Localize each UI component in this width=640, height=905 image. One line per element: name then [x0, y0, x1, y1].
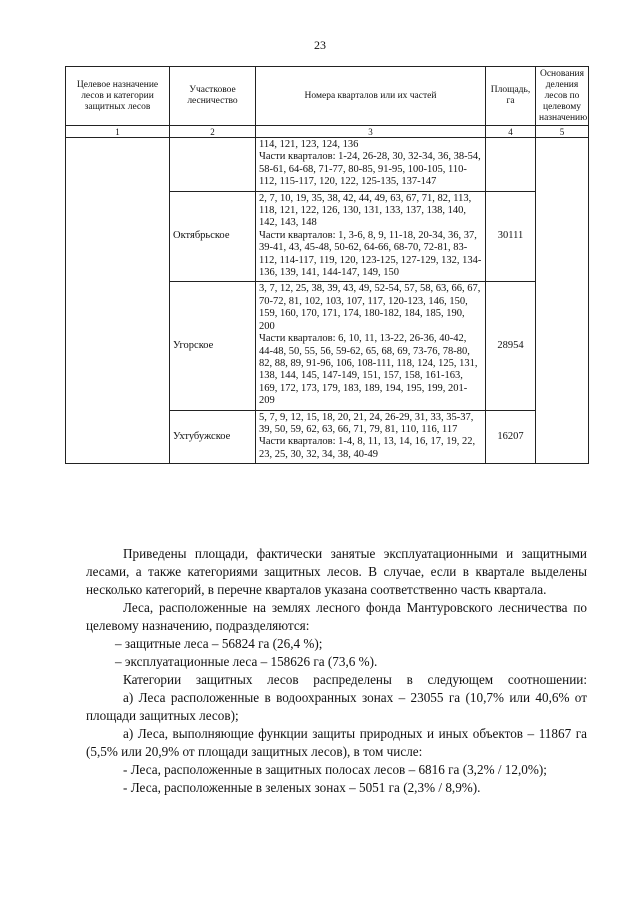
table-row	[66, 138, 589, 192]
district-cell: Угорское	[170, 282, 256, 410]
paragraph: - Леса, расположенные в зеленых зонах – 5051 га (2,3% / 8,9%).	[123, 780, 481, 795]
quarters-cell	[256, 282, 486, 410]
district-cell: Ухтубужское	[170, 410, 256, 464]
column-number: 4	[486, 126, 536, 138]
body-text	[86, 545, 587, 797]
paragraph: Приведены площади, фактически занятые эксплуатационными и защитными лесами, а также категориями защитных лесов. В случае, если в квартале выделены несколько категорий, в перечне кварталов указана соответственно часть квартала.	[86, 546, 587, 597]
district-cell	[170, 138, 256, 192]
table-header-row	[66, 67, 589, 126]
column-number: 2	[170, 126, 256, 138]
quarters-text: 114, 121, 123, 124, 136 Части кварталов: 1-24, 26-28, 30, 32-34, 36, 38-54, 58-61, 64-68, 71-77, 80-85, 91-95, 100-105, 110-112, 115-117, 120, 122, 125-135, 137-147	[259, 139, 481, 188]
district-cell: Октябрьское	[170, 191, 256, 282]
column-number: 1	[66, 126, 170, 138]
quarters-text: 3, 7, 12, 25, 38, 39, 43, 49, 52-54, 57, 58, 63, 66, 67, 70-72, 81, 102, 103, 107, 117, 120-123, 146, 150, 159, 160, 170, 171, 174, 180-182, 184, 185, 190, 200 Части кварталов: 6, 10, 11, 13-22, 26-36, 40-42, 44-48, 50, 55, 56, 59-62, 65, 68, 69, 73-76, 78-80, 82, 88, 89, 91-96, 106, 108-111, 118, 124, 125, 131, 138, 144, 145, 147-149, 151, 157, 158, 161-163, 169, 172, 173, 179, 183, 189, 194, 195, 199, 201-209	[259, 283, 481, 407]
area-cell: 28954	[486, 282, 536, 410]
quarters-text: 2, 7, 10, 19, 35, 38, 42, 44, 49, 63, 67, 71, 82, 113, 118, 121, 122, 126, 130, 131, 133, 137, 138, 140, 142, 143, 148 Части кварталов: 1, 3-6, 8, 9, 11-18, 20-34, 36, 37, 39-41, 43, 45-48, 50-62, 64-66, 68-70, 72-81, 83-112, 114-117, 119, 120, 123-125, 127-129, 132, 134-136, 139, 141, 144-147, 149, 150	[259, 192, 482, 279]
column-number-row	[66, 126, 589, 138]
quarters-cell	[256, 410, 486, 464]
area-cell: 30111	[486, 191, 536, 282]
paragraph: - Леса, расположенные в защитных полосах лесов – 6816 га (3,2% / 12,0%);	[123, 762, 547, 777]
header-district: Участковое лесничество	[170, 67, 256, 126]
column-number: 3	[256, 126, 486, 138]
quarters-cell	[256, 191, 486, 282]
quarters-cell	[256, 138, 486, 192]
forest-quarters-table	[65, 66, 589, 464]
header-purpose: Целевое назначение лесов и категории защитных лесов	[66, 67, 170, 126]
basis-cell	[536, 138, 589, 464]
quarters-text: 5, 7, 9, 12, 15, 18, 20, 21, 24, 26-29, 31, 33, 35-37, 39, 50, 59, 62, 63, 66, 71, 79, 81, 110, 116, 117 Части кварталов: 1-4, 8, 11, 13, 14, 16, 17, 19, 22, 23, 25, 30, 32, 34, 38, 40-49	[259, 411, 476, 460]
list-item: – эксплуатационные леса – 158626 га (73,6 %).	[115, 654, 378, 669]
header-area: Площадь, га	[486, 67, 536, 126]
purpose-cell	[66, 138, 170, 464]
paragraph: а) Леса расположенные в водоохранных зонах – 23055 га (10,7% или 40,6% от площади защитных лесов);	[86, 690, 587, 723]
column-number: 5	[536, 126, 589, 138]
paragraph: Категории защитных лесов распределены в следующем соотношении:	[123, 672, 587, 687]
header-quarters: Номера кварталов или их частей	[256, 67, 486, 126]
paragraph: Леса, расположенные на землях лесного фонда Мантуровского лесничества по целевому назначению, подразделяются:	[86, 600, 587, 633]
area-cell	[486, 138, 536, 192]
paragraph: а) Леса, выполняющие функции защиты природных и иных объектов – 11867 га (5,5% или 20,9% от площади защитных лесов), в том числе:	[86, 726, 587, 759]
header-basis: Основания деления лесов по целевому назначению	[536, 67, 589, 126]
area-cell: 16207	[486, 410, 536, 464]
list-item: – защитные леса – 56824 га (26,4 %);	[115, 636, 323, 651]
page-number: 23	[314, 38, 326, 52]
